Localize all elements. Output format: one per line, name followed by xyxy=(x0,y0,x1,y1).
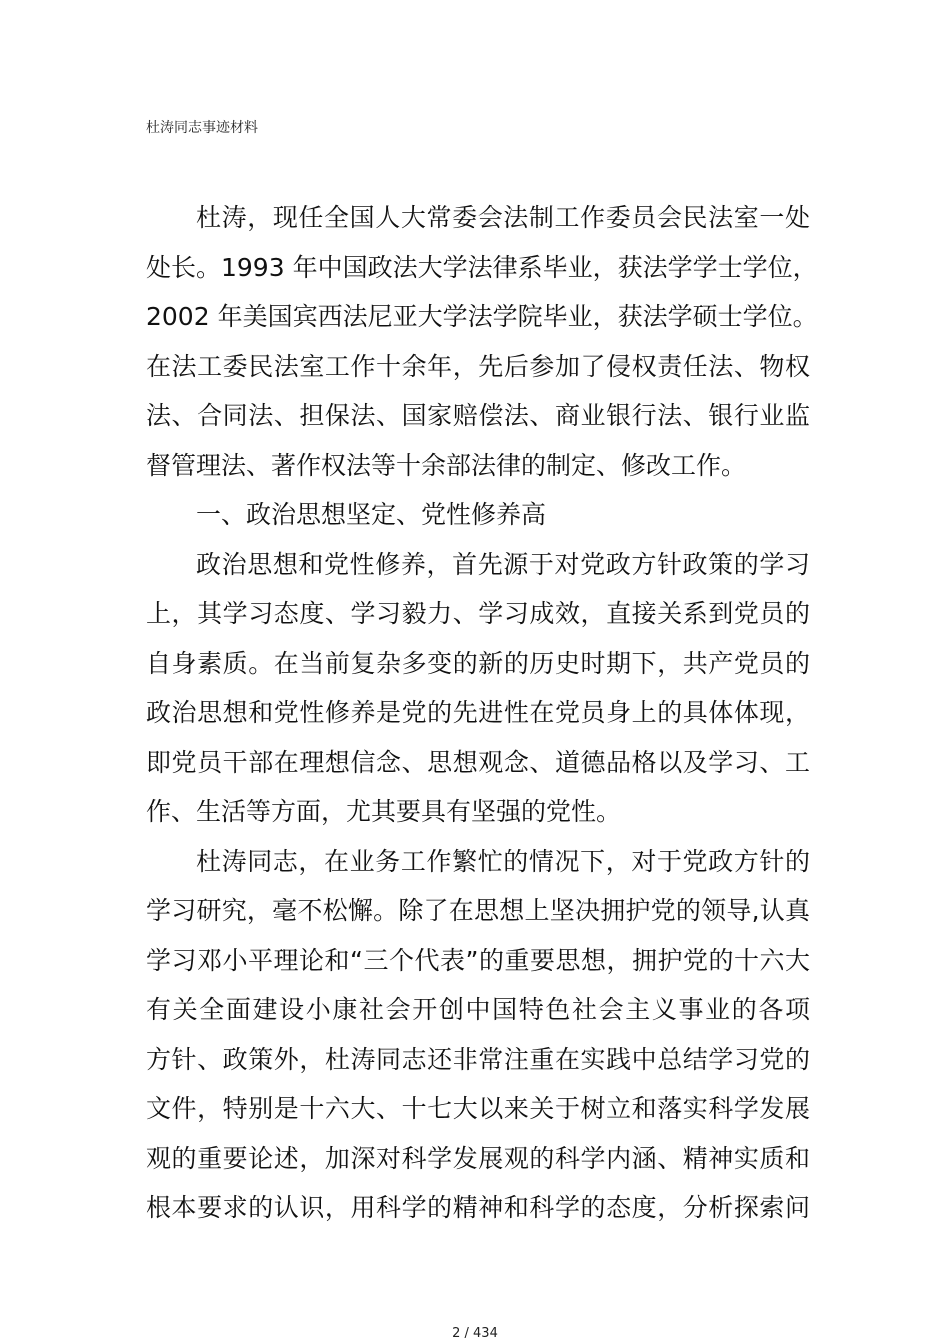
body-line: 杜涛同志，在业务工作繁忙的情况下，对于党政方针的 xyxy=(196,846,810,876)
body-line: 作、生活等方面，尤其要具有坚强的党性。 xyxy=(146,797,622,826)
body-line: 法、合同法、担保法、国家赔偿法、商业银行法、银行业监 xyxy=(146,401,810,430)
body-line: 处长。1993 年中国政法大学法律系毕业，获法学学士学位， xyxy=(146,252,818,282)
page-indicator: 2 / 434 xyxy=(452,1326,498,1341)
document-header-title: 杜涛同志事迹材料 xyxy=(146,120,258,136)
body-line: 文件，特别是十六大、十七大以来关于树立和落实科学发展 xyxy=(146,1094,810,1123)
document-body xyxy=(146,193,818,1233)
body-line: 自身素质。在当前复杂多变的新的历史时期下，共产党员的 xyxy=(146,648,810,678)
section-heading: 一、政治思想坚定、党性修养高 xyxy=(196,500,547,529)
body-line: 学习邓小平理论和“三个代表”的重要思想，拥护党的十六大 xyxy=(146,945,810,975)
body-line: 上，其学习态度、学习毅力、学习成效，直接关系到党员的 xyxy=(146,599,810,628)
body-line: 政治思想和党性修养，首先源于对党政方针政策的学习 xyxy=(196,549,810,579)
body-line: 政治思想和党性修养是党的先进性在党员身上的具体体现， xyxy=(146,698,810,727)
body-line: 根本要求的认识，用科学的精神和科学的态度，分析探索问 xyxy=(146,1193,810,1222)
body-line: 有关全面建设小康社会开创中国特色社会主义事业的各项 xyxy=(146,995,810,1024)
body-line: 督管理法、著作权法等十余部法律的制定、修改工作。 xyxy=(146,450,747,480)
body-line: 观的重要论述，加深对科学发展观的科学内涵、精神实质和 xyxy=(146,1143,810,1173)
body-line: 在法工委民法室工作十余年，先后参加了侵权责任法、物权 xyxy=(146,351,810,381)
body-line: 方针、政策外，杜涛同志还非常注重在实践中总结学习党的 xyxy=(146,1044,810,1074)
body-line: 学习研究，毫不松懈。除了在思想上坚决拥护党的领导,认真 xyxy=(146,896,810,925)
body-line: 即党员干部在理想信念、思想观念、道德品格以及学习、工 xyxy=(146,747,810,777)
body-line: 杜涛，现任全国人大常委会法制工作委员会民法室一处 xyxy=(196,203,810,232)
body-line: 2002 年美国宾西法尼亚大学法学院毕业，获法学硕士学位。 xyxy=(146,302,818,331)
